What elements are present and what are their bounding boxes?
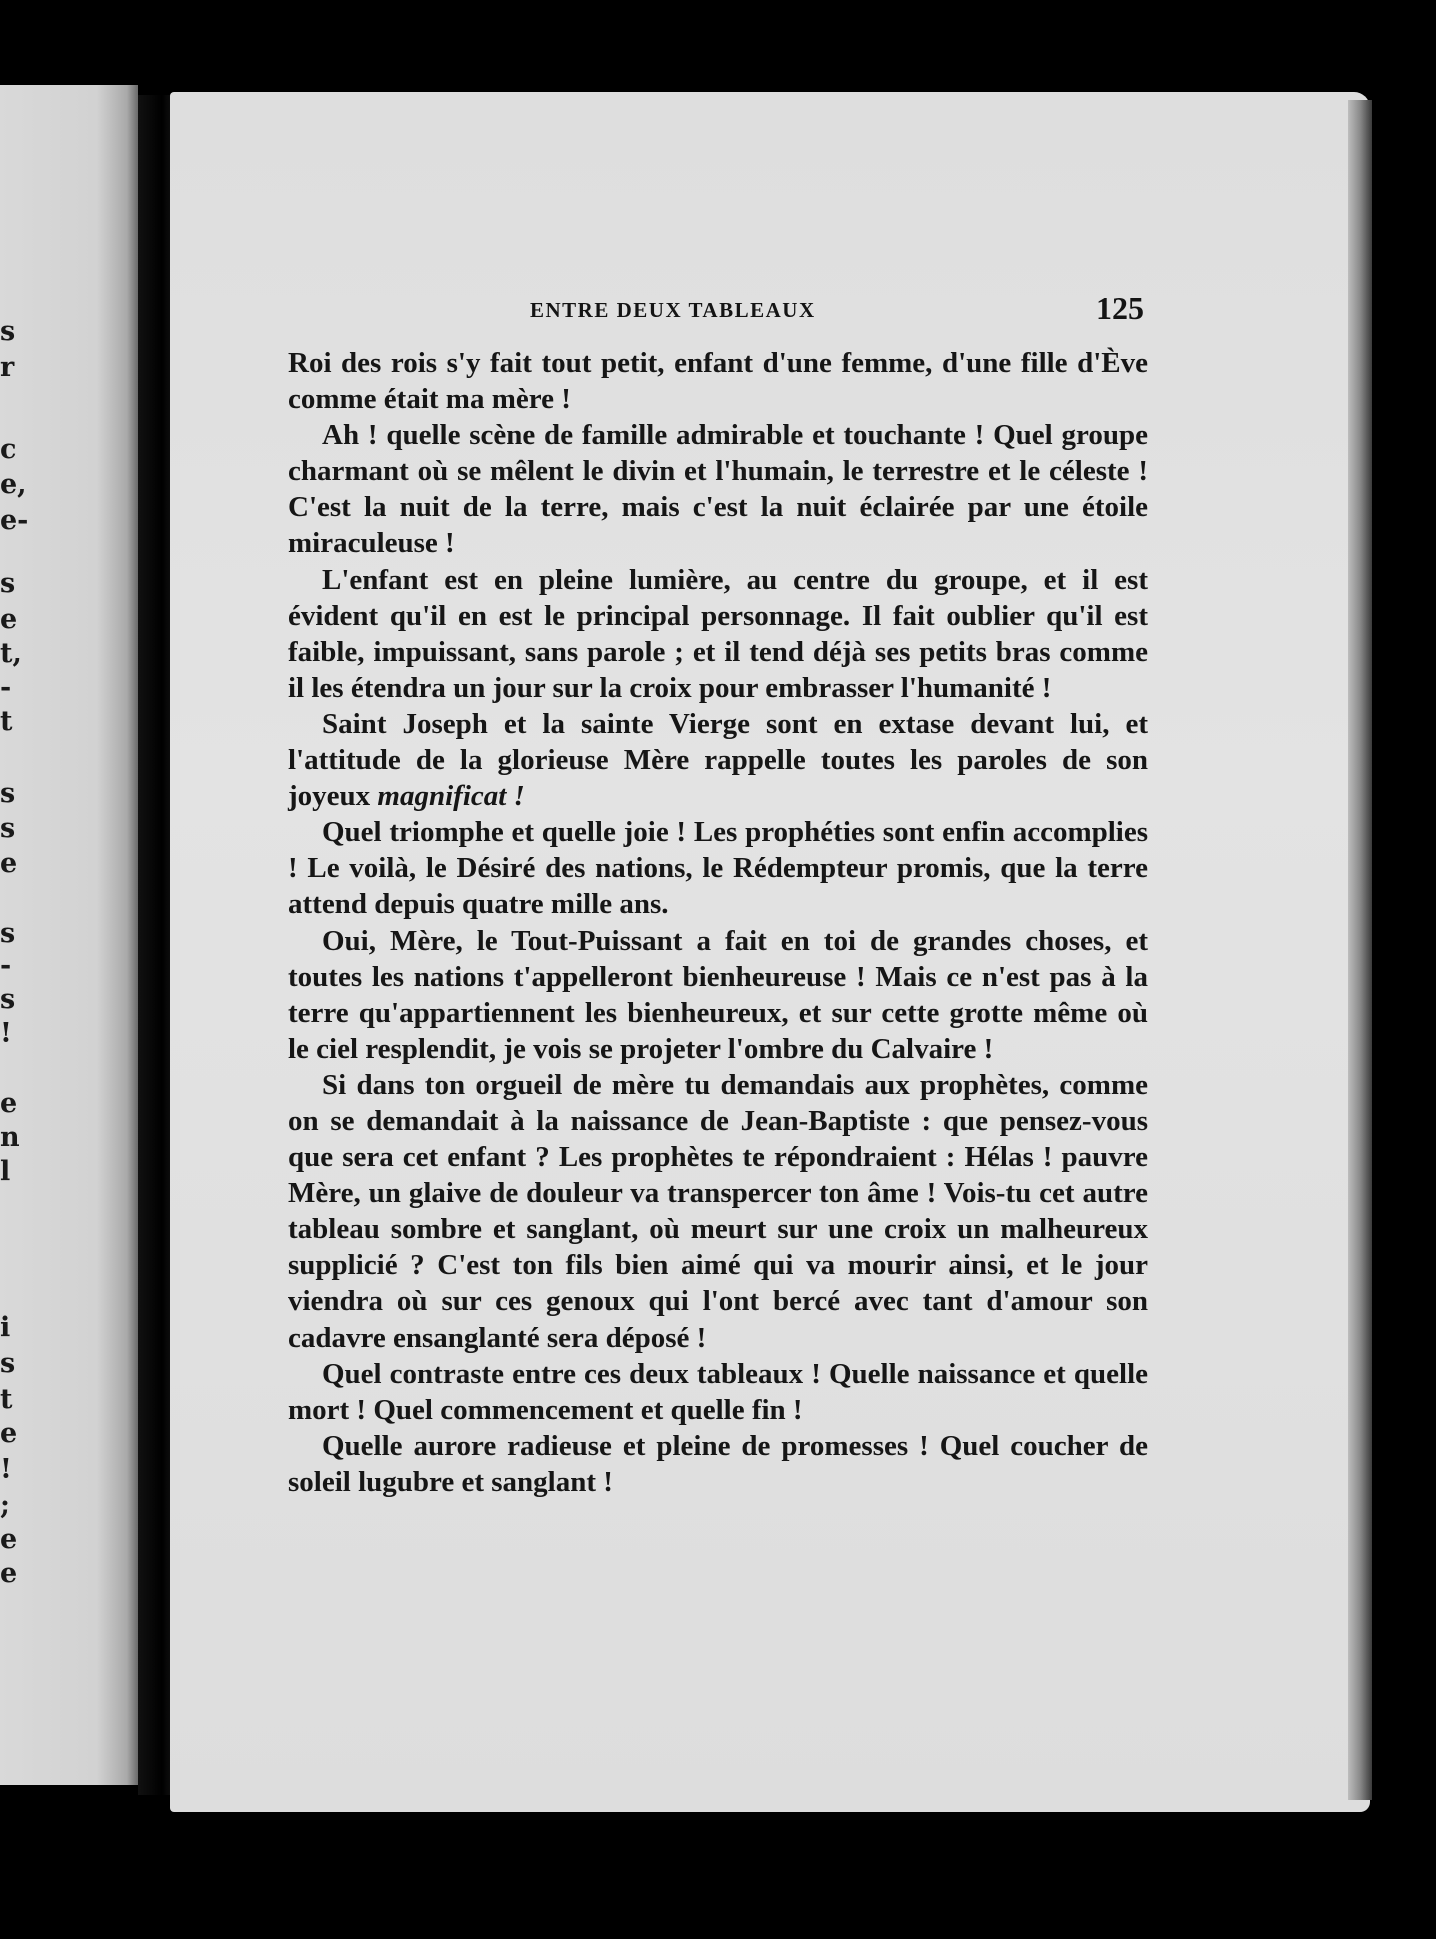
left-edge-char: e- — [0, 505, 29, 536]
left-edge-char: ! — [0, 1454, 12, 1485]
left-edge-char: s — [0, 568, 16, 599]
body-text — [288, 345, 1148, 1500]
left-edge-char: t, — [0, 638, 22, 669]
paragraph: Quel triomphe et quelle joie ! Les prophéties sont enfin accomplies ! Le voilà, le Désiré des nations, le Rédempteur promis, que la terre attend depuis quatre mille ans. — [288, 816, 1148, 921]
paragraph: Ah ! quelle scène de famille admirable et touchante ! Quel groupe charmant où se mêlent le divin et l'humain, le terrestre et le céleste ! C'est la nuit de la terre, mais c'est la nuit éclairée par une étoile miraculeuse ! — [288, 419, 1148, 560]
left-edge-char: r — [0, 352, 15, 383]
left-edge-char: i — [0, 1312, 11, 1343]
left-edge-char: c — [0, 434, 17, 465]
left-edge-char: e — [0, 604, 18, 635]
left-edge-char: e — [0, 1558, 18, 1589]
left-edge-char: s — [0, 1348, 16, 1379]
paragraph: Quel contraste entre ces deux tableaux ! Quelle naissance et quelle mort ! Quel commencement et quelle fin ! — [288, 1357, 1148, 1426]
paragraph: Quelle aurore radieuse et pleine de promesses ! Quel coucher de soleil lugubre et sanglant ! — [288, 1429, 1148, 1498]
left-edge-char: l — [0, 1156, 11, 1187]
left-edge-char: e — [0, 1088, 18, 1119]
left-edge-char: s — [0, 778, 16, 809]
left-edge-char: ; — [0, 1490, 10, 1521]
left-edge-char: n — [0, 1122, 20, 1153]
left-edge-char: ! — [0, 1018, 12, 1049]
left-edge-char: e — [0, 1418, 18, 1449]
paragraph — [288, 706, 1148, 814]
paragraph-text: Saint Joseph et la sainte Vierge sont en extase devant lui, et l'attitude de la glorieuse Mère rappelle toutes les paroles de son joyeux — [288, 707, 1148, 813]
left-edge-char: s — [0, 918, 16, 949]
paragraph: Oui, Mère, le Tout-Puissant a fait en toi de grandes choses, et toutes les nations t'appelleront bienheureuse ! Mais ce n'est pas à la terre qu'appartiennent les bienheureux, et sur cette grotte même où le ciel resplendit, je vois se projeter l'ombre du Calvaire ! — [288, 924, 1148, 1065]
left-page-fragment — [0, 85, 138, 1785]
left-edge-char: - — [0, 950, 12, 981]
left-edge-char: e — [0, 848, 18, 879]
left-edge-char: e — [0, 1524, 18, 1555]
page-number: 125 — [1096, 290, 1144, 326]
left-edge-char: s — [0, 813, 16, 844]
page-fore-edge — [1348, 100, 1372, 1800]
left-edge-char: t — [0, 706, 13, 737]
left-edge-char: t — [0, 1384, 13, 1415]
paragraph: Si dans ton orgueil de mère tu demandais aux prophètes, comme on se demandait à la naissance de Jean-Baptiste : que pensez-vous que sera cet enfant ? Les prophètes te répondraient : Hélas ! pauvre Mère, un glaive de douleur va transpercer ton âme ! Vois-tu cet autre tableau sombre et sanglant, où meurt sur une croix un malheureux supplicié ? C'est ton fils bien aimé qui va mourir ainsi, et le jour viendra où sur ces genoux qui l'ont bercé avec tant d'amour son cadavre ensanglanté sera déposé ! — [288, 1068, 1148, 1354]
running-head: ENTRE DEUX TABLEAUX — [530, 298, 816, 322]
paragraph: Roi des rois s'y fait tout petit, enfant d'une femme, d'une fille d'Ève comme était ma mère ! — [288, 347, 1148, 416]
paragraph: L'enfant est en pleine lumière, au centre du groupe, et il est évident qu'il en est le principal personnage. Il fait oublier qu'il est faible, impuissant, sans parole ; et il tend déjà ses petits bras comme il les étendra un jour sur la croix pour embrasser l'humanité ! — [288, 563, 1148, 704]
italic-word: magnificat ! — [377, 780, 525, 813]
left-edge-char: s — [0, 984, 16, 1015]
left-edge-char: - — [0, 672, 12, 703]
left-edge-char: e, — [0, 469, 27, 500]
left-edge-char: s — [0, 316, 16, 347]
